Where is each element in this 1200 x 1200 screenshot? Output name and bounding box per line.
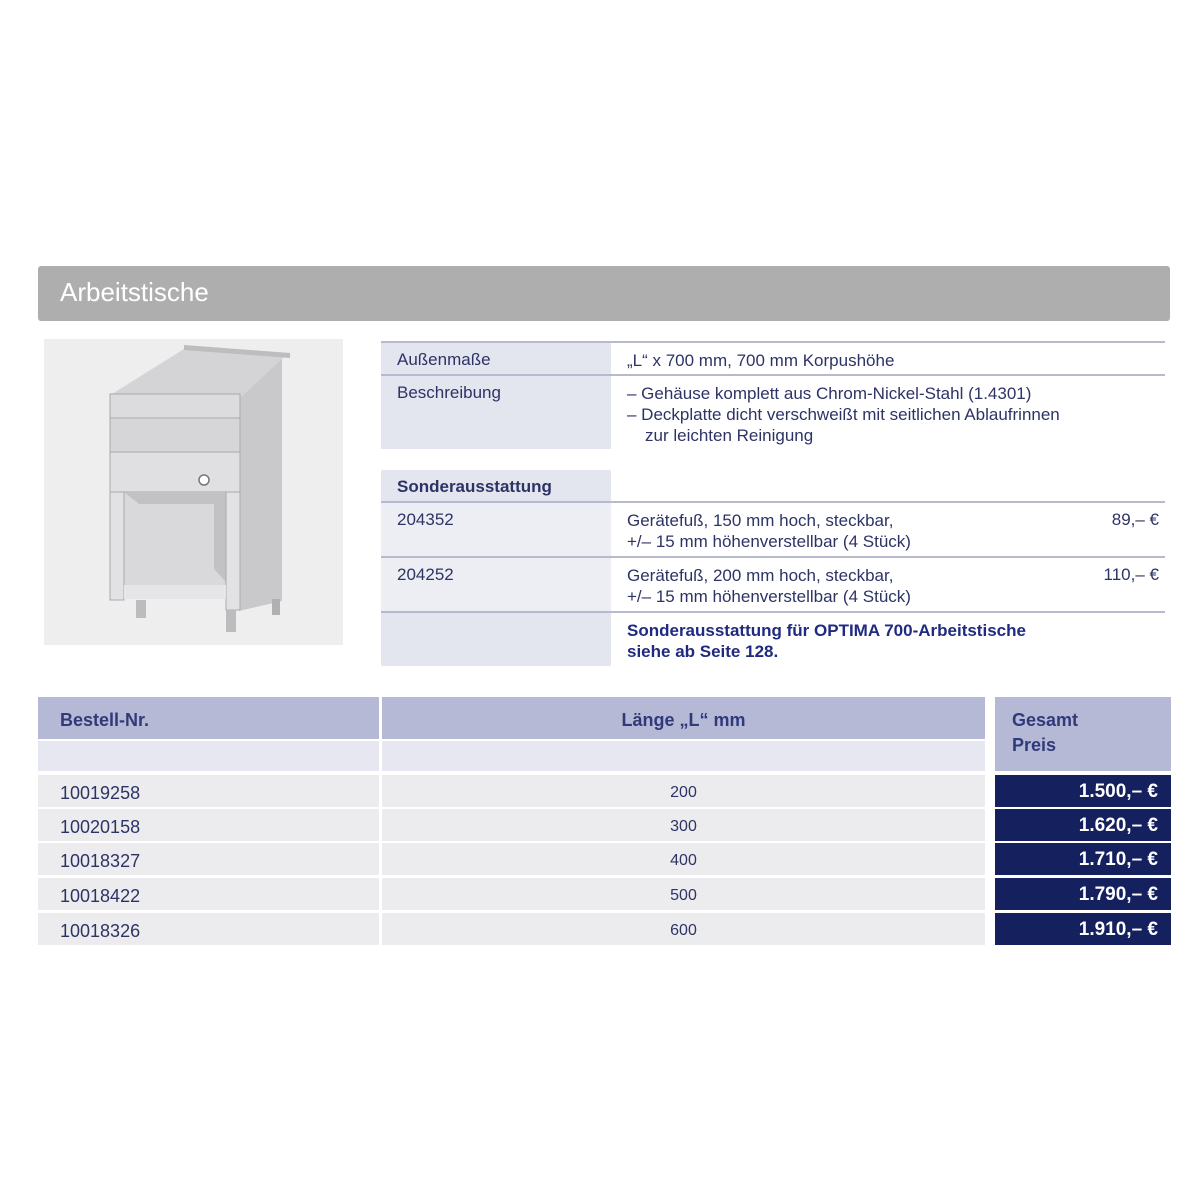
sonder-code: 204252 (397, 565, 454, 584)
sonder-label: Sonderausstattung (397, 477, 552, 496)
sonder-note-text: Sonderausstattung für OPTIMA 700-Arbeitstische siehe ab Seite 128. (627, 621, 1026, 661)
column-header-preis: Gesamt Preis (995, 697, 1171, 771)
sonder-price: 89,– € (1111, 510, 1159, 529)
spec-value: „L“ x 700 mm, 700 mm Korpushöhe (627, 351, 895, 370)
sonder-header (381, 470, 1165, 501)
sonder-item (381, 558, 1165, 611)
work-table-illustration (44, 339, 343, 645)
spec-value: – Gehäuse komplett aus Chrom-Nickel-Stahl (1.4301) – Deckplatte dicht verschweißt mit seitlichen Ablaufrinnen zur leichten Reinigung (627, 384, 1060, 445)
sonder-note (381, 613, 1165, 666)
spec-row-beschreibung (381, 376, 1165, 449)
laenge-value: 600 (670, 922, 697, 939)
spec-label: Außenmaße (397, 350, 491, 369)
bestell-nr: 10018422 (60, 886, 141, 906)
section-title-bar (38, 266, 1170, 321)
price-value: 1.620,– € (1078, 815, 1158, 836)
price-value: 1.790,– € (1078, 884, 1158, 905)
sonder-code: 204352 (397, 510, 454, 529)
column-header-bestell: Bestell-Nr. (38, 697, 379, 739)
sonder-price: 110,– € (1103, 565, 1159, 584)
price-value: 1.910,– € (1078, 919, 1158, 940)
laenge-value: 500 (670, 887, 697, 904)
price-value: 1.500,– € (1078, 781, 1158, 802)
sonder-description: Gerätefuß, 150 mm hoch, steckbar, +/– 15 mm höhenverstellbar (4 Stück) (627, 511, 911, 551)
sonder-description: Gerätefuß, 200 mm hoch, steckbar, +/– 15 mm höhenverstellbar (4 Stück) (627, 566, 911, 606)
column-subheader (38, 741, 379, 771)
spec-row-aussenmasse (381, 343, 1165, 374)
page-title: Arbeitstische (60, 277, 209, 307)
bestell-nr: 10019258 (60, 783, 141, 803)
spec-label: Beschreibung (397, 383, 501, 402)
laenge-value: 400 (670, 852, 697, 869)
laenge-value: 300 (670, 818, 697, 835)
column-header-laenge: Länge „L“ mm (382, 697, 985, 739)
bestell-nr: 10018326 (60, 921, 141, 941)
price-value: 1.710,– € (1078, 849, 1158, 870)
sonder-item (381, 503, 1165, 556)
bestell-nr: 10018327 (60, 851, 141, 871)
column-subheader (382, 741, 985, 771)
product-image (44, 339, 343, 645)
laenge-value: 200 (670, 784, 697, 801)
bestell-nr: 10020158 (60, 817, 141, 837)
